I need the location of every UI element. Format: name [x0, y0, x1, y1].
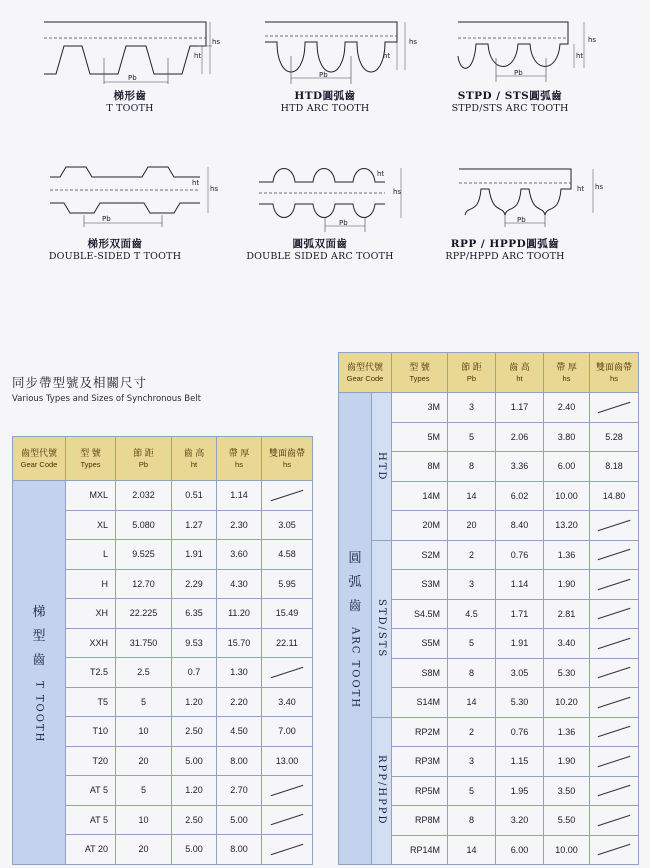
not-available-slash [271, 667, 304, 678]
series-group-cell [372, 717, 392, 865]
double-sided-t-tooth-profile-drawing [50, 165, 230, 235]
double-sided-cell [590, 570, 639, 600]
double-sided-cell [590, 629, 639, 659]
pitch-label: Pb [128, 74, 137, 82]
type-cell: S3M [392, 570, 448, 600]
type-cell: AT 5 [66, 776, 116, 806]
pitch-cell: 8 [448, 452, 496, 482]
thickness-cell: 4.50 [217, 717, 262, 747]
diagram-caption-en: DOUBLE-SIDED T TOOTH [48, 251, 182, 262]
tooth-height-label: ht [194, 52, 202, 60]
pitch-cell: 5 [116, 687, 172, 717]
pitch-cell: 20 [448, 511, 496, 541]
double-sided-cell [590, 393, 639, 423]
tooth-height-cell: 1.71 [496, 599, 544, 629]
double-sided-cell [262, 835, 313, 865]
tooth-height-cell: 0.76 [496, 717, 544, 747]
tooth-height-cell: 1.17 [496, 393, 544, 423]
tooth-height-cell: 6.35 [172, 599, 217, 629]
diagram-caption-en: RPP/HPPD ARC TOOTH [445, 251, 565, 262]
pitch-label: Pb [339, 219, 348, 227]
diagram-caption-zh: 梯形齒 [113, 90, 147, 102]
thickness-cell: 1.30 [217, 658, 262, 688]
pitch-cell: 5 [116, 776, 172, 806]
double-sided-cell [590, 511, 639, 541]
not-available-slash [598, 726, 631, 737]
thickness-cell: 5.00 [217, 805, 262, 835]
diagram-stpd-sts-arc-tooth [450, 12, 630, 122]
diagram-htd-arc-tooth [255, 12, 435, 122]
header-thickness: 帶 厚 hs [217, 437, 262, 481]
header-tooth-height: 齒 高 ht [172, 437, 217, 481]
arc-tooth-size-table [338, 352, 639, 865]
tooth-height-cell: 5.00 [172, 835, 217, 865]
table-row [13, 481, 313, 511]
not-available-slash [598, 785, 631, 796]
thickness-cell: 1.36 [544, 540, 590, 570]
tooth-height-cell: 0.51 [172, 481, 217, 511]
pitch-cell: 3 [448, 570, 496, 600]
header-gear-code: 齒型代號 Gear Code [13, 437, 66, 481]
pitch-cell: 2.032 [116, 481, 172, 511]
pitch-cell: 31.750 [116, 628, 172, 658]
header-pitch: 節 距 Pb [448, 353, 496, 393]
pitch-cell: 3 [448, 393, 496, 423]
gear-code-cell [13, 481, 66, 865]
pitch-cell: 3 [448, 747, 496, 777]
tooth-height-cell: 9.53 [172, 628, 217, 658]
header-double-sided: 雙面齒帶 hs [590, 353, 639, 393]
tooth-height-cell: 2.06 [496, 422, 544, 452]
double-sided-cell [262, 805, 313, 835]
thickness-cell: 3.80 [544, 422, 590, 452]
header-types: 型 號 Types [392, 353, 448, 393]
type-cell: S14M [392, 688, 448, 718]
not-available-slash [598, 520, 631, 531]
thickness-cell: 4.30 [217, 569, 262, 599]
double-sided-cell [590, 688, 639, 718]
double-sided-cell: 8.18 [590, 452, 639, 482]
thickness-cell: 11.20 [217, 599, 262, 629]
type-cell: XH [66, 599, 116, 629]
type-cell: RP5M [392, 776, 448, 806]
header-pitch: 節 距 Pb [116, 437, 172, 481]
diagram-caption-en: HTD ARC TOOTH [280, 103, 370, 114]
table-header-row [339, 353, 639, 393]
pitch-cell: 8 [448, 658, 496, 688]
double-sided-cell: 15.49 [262, 599, 313, 629]
series-group-cell [372, 393, 392, 541]
type-cell: T20 [66, 746, 116, 776]
table-header-row [13, 437, 313, 481]
tooth-height-cell: 1.14 [496, 570, 544, 600]
header-types: 型 號 Types [66, 437, 116, 481]
double-sided-cell [590, 776, 639, 806]
thickness-cell: 10.00 [544, 481, 590, 511]
pitch-cell: 2.5 [116, 658, 172, 688]
pitch-label: Pb [514, 69, 523, 77]
double-sided-cell [262, 776, 313, 806]
pitch-cell: 2 [448, 540, 496, 570]
type-cell: AT 20 [66, 835, 116, 865]
pitch-cell: 5 [448, 629, 496, 659]
section-title [12, 373, 201, 404]
pitch-cell: 20 [116, 746, 172, 776]
pitch-cell: 14 [448, 481, 496, 511]
series-group-name: HTD [376, 451, 387, 481]
thickness-cell: 5.50 [544, 806, 590, 836]
tooth-height-cell: 8.40 [496, 511, 544, 541]
double-sided-cell: 5.28 [590, 422, 639, 452]
thickness-cell: 8.00 [217, 746, 262, 776]
tooth-height-cell: 1.20 [172, 776, 217, 806]
type-cell: H [66, 569, 116, 599]
diagram-caption-zh: HTD圓弧齒 [294, 90, 356, 102]
header-double-sided: 雙面齒帶 hs [262, 437, 313, 481]
thickness-label: hs [409, 38, 418, 46]
pitch-label: Pb [319, 71, 328, 79]
thickness-cell: 2.40 [544, 393, 590, 423]
pitch-cell: 10 [116, 717, 172, 747]
thickness-label: hs [210, 185, 219, 193]
type-cell: RP14M [392, 835, 448, 865]
not-available-slash [271, 844, 304, 855]
not-available-slash [598, 815, 631, 826]
pitch-cell: 5 [448, 422, 496, 452]
type-cell: 8M [392, 452, 448, 482]
thickness-cell: 2.20 [217, 687, 262, 717]
type-cell: S8M [392, 658, 448, 688]
double-sided-cell: 22.11 [262, 628, 313, 658]
double-sided-cell [590, 747, 639, 777]
type-cell: S4.5M [392, 599, 448, 629]
tooth-height-cell: 6.00 [496, 835, 544, 865]
thickness-cell: 2.70 [217, 776, 262, 806]
double-sided-cell: 5.95 [262, 569, 313, 599]
pitch-cell: 5 [448, 776, 496, 806]
type-cell: RP2M [392, 717, 448, 747]
tooth-height-label: ht [383, 52, 391, 60]
not-available-slash [598, 549, 631, 560]
double-sided-cell: 13.00 [262, 746, 313, 776]
tooth-height-cell: 1.91 [496, 629, 544, 659]
pitch-cell: 5.080 [116, 510, 172, 540]
tooth-height-label: ht [577, 185, 585, 193]
pitch-cell: 10 [116, 805, 172, 835]
double-sided-cell: 3.05 [262, 510, 313, 540]
pitch-cell: 14 [448, 688, 496, 718]
type-cell: 5M [392, 422, 448, 452]
thickness-cell: 5.30 [544, 658, 590, 688]
type-cell: 14M [392, 481, 448, 511]
htd-arc-tooth-profile-drawing [255, 12, 435, 92]
tooth-height-cell: 1.91 [172, 540, 217, 570]
type-cell: XXH [66, 628, 116, 658]
type-cell: T5 [66, 687, 116, 717]
pitch-cell: 2 [448, 717, 496, 747]
diagram-caption-en: DOUBLE SIDED ARC TOOTH [246, 251, 394, 262]
diagram-caption-zh: 圓弧双面齒 [292, 238, 348, 250]
tooth-height-cell: 1.20 [172, 687, 217, 717]
thickness-cell: 10.20 [544, 688, 590, 718]
pitch-cell: 22.225 [116, 599, 172, 629]
tooth-height-cell: 5.00 [172, 746, 217, 776]
type-cell: MXL [66, 481, 116, 511]
thickness-cell: 15.70 [217, 628, 262, 658]
type-cell: 3M [392, 393, 448, 423]
thickness-cell: 1.90 [544, 747, 590, 777]
double-sided-cell: 4.58 [262, 540, 313, 570]
thickness-cell: 3.40 [544, 629, 590, 659]
tooth-height-cell: 2.50 [172, 717, 217, 747]
series-group-name: STD/STS [376, 598, 387, 659]
type-cell: 20M [392, 511, 448, 541]
gear-code-char: 齒 [32, 653, 46, 669]
not-available-slash [271, 785, 304, 796]
header-gear-code: 齒型代號 Gear Code [339, 353, 392, 393]
thickness-cell: 1.90 [544, 570, 590, 600]
tooth-height-label: ht [192, 179, 200, 187]
thickness-cell: 10.00 [544, 835, 590, 865]
gear-code-char: 型 [32, 629, 46, 645]
table-row [339, 540, 639, 570]
stpd-sts-arc-tooth-profile-drawing [450, 12, 630, 92]
thickness-label: hs [212, 38, 221, 46]
diagram-rpp-hppd-arc-tooth [445, 165, 635, 275]
thickness-cell: 1.14 [217, 481, 262, 511]
type-cell: S2M [392, 540, 448, 570]
thickness-label: hs [393, 188, 402, 196]
gear-code-en: T TOOTH [33, 681, 45, 744]
double-sided-cell: 3.40 [262, 687, 313, 717]
double-sided-cell [590, 806, 639, 836]
thickness-cell: 8.00 [217, 835, 262, 865]
double-sided-cell [590, 540, 639, 570]
type-cell: AT 5 [66, 805, 116, 835]
diagram-double-sided-t-tooth [50, 165, 230, 275]
pitch-cell: 12.70 [116, 569, 172, 599]
type-cell: T2.5 [66, 658, 116, 688]
thickness-cell: 6.00 [544, 452, 590, 482]
not-available-slash [598, 608, 631, 619]
not-available-slash [598, 638, 631, 649]
tooth-height-cell: 2.29 [172, 569, 217, 599]
double-sided-arc-tooth-profile-drawing [255, 160, 435, 240]
pitch-label: Pb [102, 215, 111, 223]
thickness-cell: 13.20 [544, 511, 590, 541]
type-cell: L [66, 540, 116, 570]
tooth-height-cell: 3.36 [496, 452, 544, 482]
diagram-caption-zh: 梯形双面齒 [87, 238, 143, 250]
tooth-height-cell: 0.7 [172, 658, 217, 688]
thickness-label: hs [588, 36, 597, 44]
table-row [339, 717, 639, 747]
type-cell: RP3M [392, 747, 448, 777]
tooth-height-cell: 5.30 [496, 688, 544, 718]
header-thickness: 帶 厚 hs [544, 353, 590, 393]
pitch-cell: 20 [116, 835, 172, 865]
tooth-height-cell: 6.02 [496, 481, 544, 511]
table-row [339, 393, 639, 423]
tooth-height-label: ht [576, 52, 584, 60]
tooth-height-cell: 0.76 [496, 540, 544, 570]
section-title-zh: 同步帶型號及相關尺寸 [12, 375, 148, 390]
type-cell: T10 [66, 717, 116, 747]
t-tooth-size-table [12, 436, 313, 865]
not-available-slash [598, 402, 631, 413]
tooth-height-cell: 1.27 [172, 510, 217, 540]
thickness-cell: 2.30 [217, 510, 262, 540]
double-sided-cell [262, 481, 313, 511]
tooth-height-cell: 3.05 [496, 658, 544, 688]
thickness-label: hs [595, 183, 604, 191]
double-sided-cell [590, 599, 639, 629]
gear-code-en: ARC TOOTH [349, 627, 361, 710]
double-sided-cell [590, 717, 639, 747]
tooth-height-cell: 2.50 [172, 805, 217, 835]
gear-code-char: 圓 [348, 551, 362, 567]
pitch-cell: 4.5 [448, 599, 496, 629]
type-cell: XL [66, 510, 116, 540]
thickness-cell: 2.81 [544, 599, 590, 629]
tooth-height-cell: 1.15 [496, 747, 544, 777]
pitch-cell: 9.525 [116, 540, 172, 570]
tooth-height-label: ht [377, 170, 385, 178]
double-sided-cell [262, 658, 313, 688]
pitch-cell: 8 [448, 806, 496, 836]
tooth-height-cell: 3.20 [496, 806, 544, 836]
thickness-cell: 3.50 [544, 776, 590, 806]
pitch-cell: 14 [448, 835, 496, 865]
diagram-caption-zh: STPD / STS圓弧齒 [457, 90, 563, 102]
tooth-height-cell: 1.95 [496, 776, 544, 806]
diagram-caption-en: T TOOTH [106, 103, 154, 114]
gear-code-char: 齒 [348, 599, 362, 615]
double-sided-cell: 7.00 [262, 717, 313, 747]
thickness-cell: 3.60 [217, 540, 262, 570]
not-available-slash [598, 579, 631, 590]
diagram-caption-en: STPD/STS ARC TOOTH [451, 103, 569, 114]
series-group-cell [372, 540, 392, 717]
rpp-hppd-arc-tooth-profile-drawing [455, 165, 635, 235]
diagram-caption-zh: RPP / HPPD圓弧齒 [450, 238, 560, 250]
not-available-slash [598, 844, 631, 855]
series-group-name: RPP/HPPD [376, 755, 387, 827]
not-available-slash [598, 667, 631, 678]
diagram-t-tooth [40, 12, 220, 122]
header-tooth-height: 齒 高 ht [496, 353, 544, 393]
gear-code-char: 梯 [32, 605, 46, 621]
type-cell: RP8M [392, 806, 448, 836]
not-available-slash [271, 814, 304, 825]
gear-code-char: 弧 [348, 575, 362, 591]
type-cell: S5M [392, 629, 448, 659]
double-sided-cell [590, 658, 639, 688]
double-sided-cell: 14.80 [590, 481, 639, 511]
double-sided-cell [590, 835, 639, 865]
not-available-slash [271, 490, 304, 501]
gear-code-cell [339, 393, 372, 865]
thickness-cell: 1.36 [544, 717, 590, 747]
diagram-double-sided-arc-tooth [246, 160, 435, 275]
not-available-slash [598, 756, 631, 767]
section-title-en: Various Types and Sizes of Synchronous Belt [12, 394, 202, 404]
not-available-slash [598, 697, 631, 708]
pitch-label: Pb [517, 216, 526, 224]
